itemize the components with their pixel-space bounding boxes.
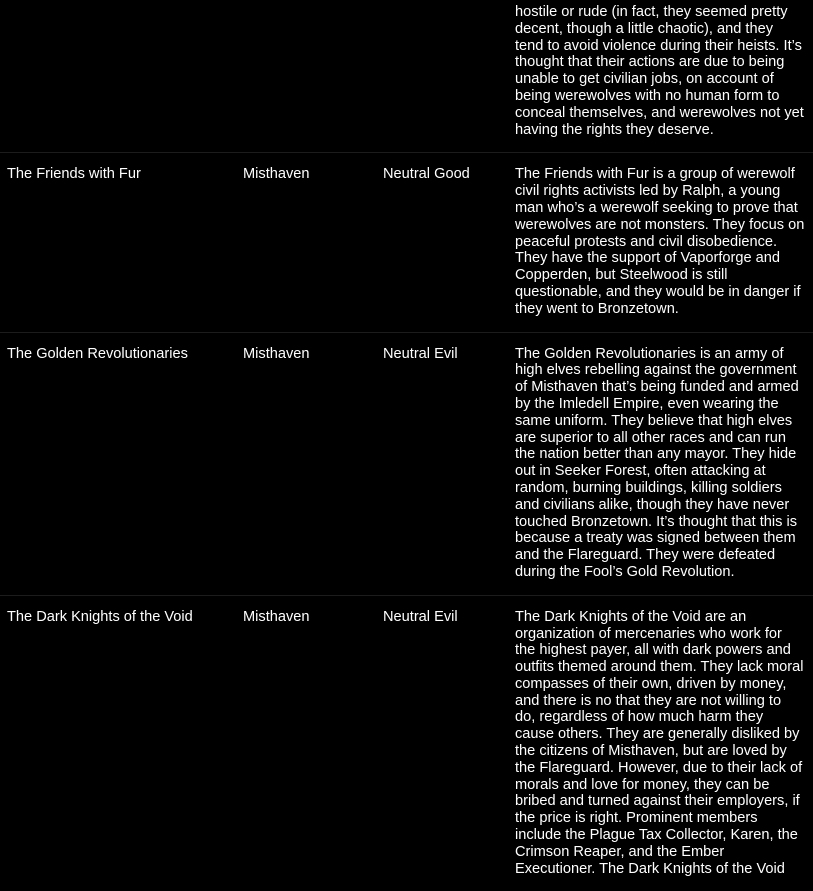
faction-name: The Golden Revolutionaries [7,345,188,362]
description-line: The Friends with Fur is a group of werewolf [515,166,795,183]
description-line: having the rights they deserve. [515,121,714,138]
description-cell [515,609,811,878]
faction-location: Misthaven [243,608,310,625]
faction-location: Misthaven [243,166,310,183]
description-line: the price is right. Prominent members [515,810,758,827]
description-cell [515,346,811,581]
description-line: by the Imledell Empire, even wearing the [515,395,779,412]
description-line: questionable, and they would be in danger if [515,283,801,300]
description-line: bribed and turned against their employers, if [515,793,800,810]
description-line: same uniform. They believe that high elves [515,412,793,429]
description-line: morals and love for money, they can be [515,776,770,793]
description-line: out in Seeker Forest, often attacking at [515,463,766,480]
faction-location: Misthaven [243,345,310,362]
description-line: cause others. They are generally disliked by [515,726,800,743]
description-line: Copperden, but Steelwood is still [515,267,728,284]
description-line: include the Plague Tax Collector, Karen, the [515,827,798,844]
description-line: organization of mercenaries who work for [515,625,782,642]
faction-name: The Friends with Fur [7,166,141,183]
description-line: outfits themed around them. They lack moral [515,659,804,676]
table-row [0,596,813,891]
description-line: the highest payer, all with dark powers and [515,642,791,659]
description-line: man who’s a werewolf seeking to prove that [515,199,798,216]
description-line: and civilians alike, though they have never [515,496,790,513]
description-line: peaceful protests and civil disobedience. [515,233,778,250]
description-cell [515,166,811,317]
description-line: decent, though a little chaotic), and they [515,20,773,37]
description-line: Executioner. The Dark Knights of the Void [515,860,785,877]
faction-alignment: Neutral Evil [383,345,458,362]
description-line: the Flareguard. However, due to their lack of [515,759,803,776]
description-line: and there is no that they are not willing to [515,692,782,709]
description-line: random, burning buildings, killing soldiers [515,479,782,496]
description-cell [515,4,811,138]
description-line: they went to Bronzetown. [515,300,679,317]
description-line: of Misthaven that’s being funded and armed [515,379,799,396]
table-row [0,153,813,332]
description-line: are superior to all other races and can run [515,429,786,446]
description-line: compasses of their own, driven by money, [515,675,787,692]
description-line: They have the support of Vaporforge and [515,250,781,267]
description-line: the nation better than any mayor. They hide [515,446,797,463]
description-line: touched Bronzetown. It’s thought that this is [515,513,798,530]
description-line: Crimson Reaper, and the Ember [515,843,725,860]
description-line: and the Flareguard. They were defeated [515,547,776,564]
faction-name: The Dark Knights of the Void [7,608,193,625]
description-line: civil rights activists led by Ralph, a young [515,183,781,200]
description-line: werewolves are not monsters. They focus on [515,216,805,233]
description-line: The Golden Revolutionaries is an army of [515,345,784,362]
description-line: thought that their actions are due to being [515,54,785,71]
description-line: conceal themselves, and werewolves not yet [515,104,804,121]
table-row [0,333,813,596]
description-line: high elves rebelling against the government [515,362,797,379]
description-line: The Dark Knights of the Void are an [515,608,747,625]
description-line: the citizens of Misthaven, but are loved by [515,743,787,760]
table-row [0,0,813,153]
description-line: unable to get civilian jobs, on account of [515,71,774,88]
description-line: being werewolves with no human form to [515,87,780,104]
description-line: hostile or rude (in fact, they seemed pretty [515,4,788,20]
description-line: during the Fool’s Gold Revolution. [515,563,735,580]
description-line: do, regardless of how much harm they [515,709,764,726]
faction-alignment: Neutral Evil [383,608,458,625]
faction-alignment: Neutral Good [383,166,470,183]
description-line: tend to avoid violence during their heists. It’s [515,37,802,54]
description-line: because a treaty was signed between them [515,530,796,547]
